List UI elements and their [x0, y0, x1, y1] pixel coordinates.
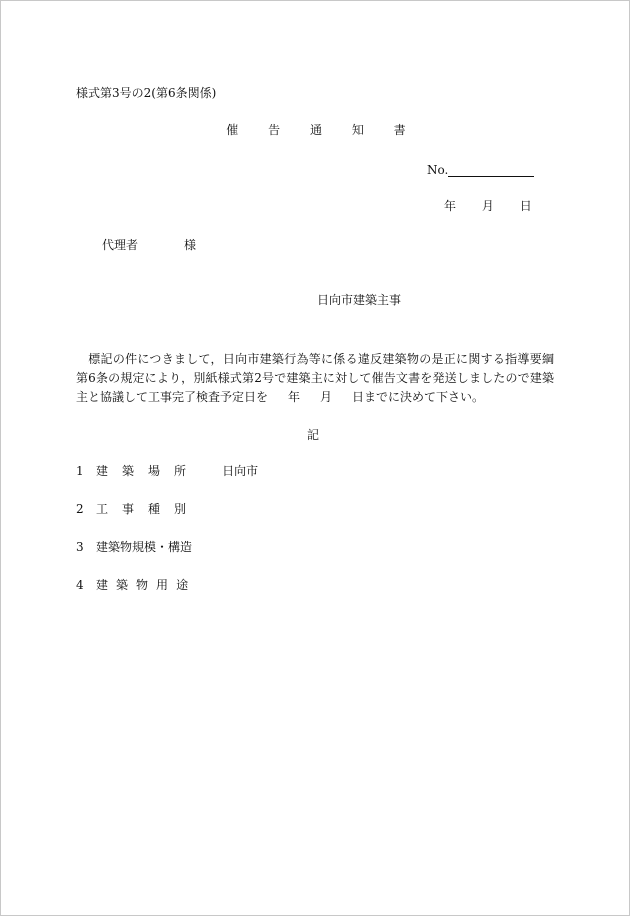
list-item: [76, 540, 192, 554]
list-item: [76, 502, 186, 516]
form-number: 様式第3号の2(第6条関係): [76, 86, 217, 100]
date-year: 年: [444, 199, 457, 213]
addressee-honorific: 様: [184, 238, 197, 252]
body-part1: 標記の件につきまして，日向市建築行為等に係る違反建築物の是正に関する指導要綱第6条の規定により，別紙様式第2号で建築主に対して催告文書を発送しましたので建築主と協議して工事完了検査予定日を: [76, 352, 554, 404]
ki-heading: 記: [307, 428, 320, 442]
item-number: 2: [76, 502, 84, 516]
item-number: 3: [76, 540, 84, 554]
list-item: [76, 464, 258, 478]
date-day: 日: [519, 199, 532, 213]
addressee-label: 代理者: [102, 238, 139, 252]
list-item: [76, 578, 188, 592]
title-char: 催: [226, 123, 239, 137]
title-char: 書: [393, 123, 406, 137]
body-part2: 日までに決めて下さい。: [352, 390, 485, 404]
body-month: 月: [320, 390, 333, 404]
document-title: [1, 123, 630, 137]
body-year: 年: [288, 390, 301, 404]
date-month: 月: [481, 199, 494, 213]
item-label: 建 築 場 所: [96, 464, 187, 478]
number-blank-line: [448, 164, 534, 177]
document-number: [427, 163, 534, 177]
title-char: 知: [351, 123, 364, 137]
title-char: 告: [268, 123, 281, 137]
issuer: 日向市建築主事: [317, 293, 402, 307]
addressee: [102, 238, 196, 252]
item-number: 1: [76, 464, 84, 478]
document-date: [444, 199, 532, 213]
item-label: 工 事 種 別: [96, 502, 187, 516]
item-label: 建築物規模・構造: [96, 540, 193, 554]
item-value: 日向市: [222, 464, 259, 478]
number-label: No.: [427, 163, 449, 177]
title-char: 通: [309, 123, 322, 137]
item-label: 建 築 物 用 途: [96, 578, 189, 592]
item-number: 4: [76, 578, 84, 592]
body-text: [76, 350, 554, 407]
